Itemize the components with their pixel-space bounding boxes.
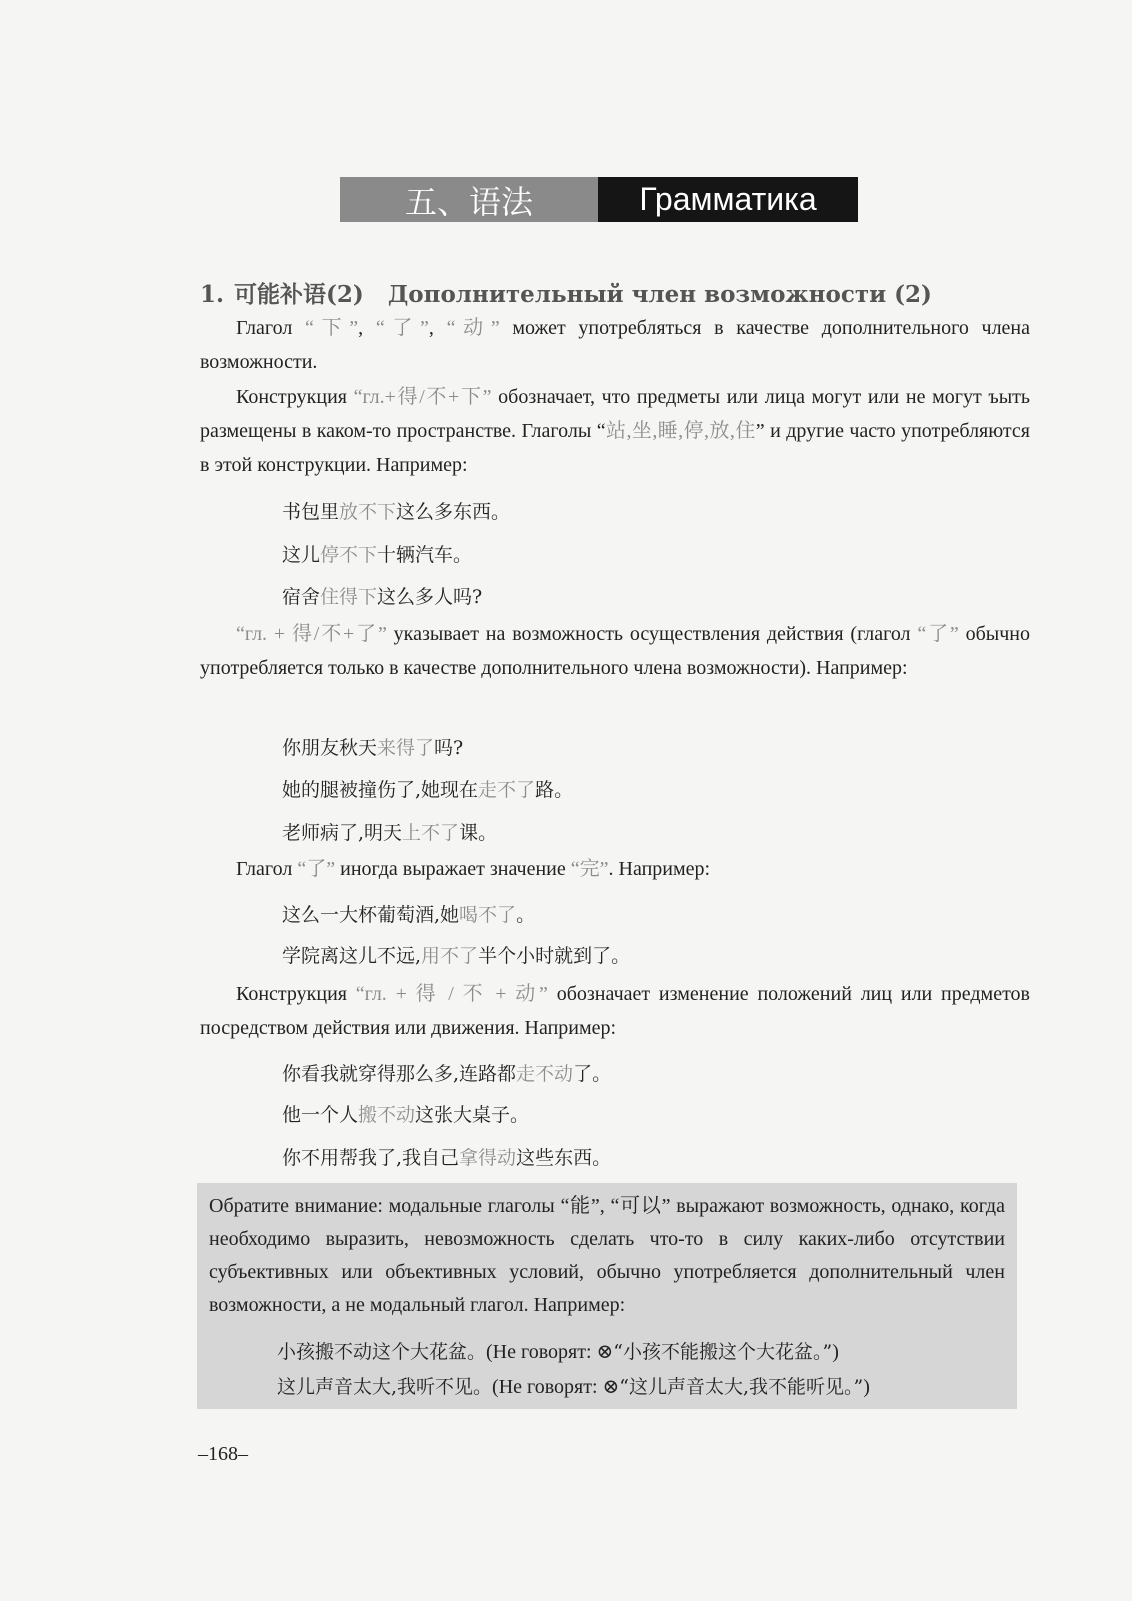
example-4-3: [282, 1143, 611, 1170]
ex-text: 课。: [459, 822, 498, 844]
ex-text: 老师病了,明天: [282, 822, 403, 844]
ex-text: 他一个人: [282, 1104, 359, 1126]
ex-highlight: 放不下: [339, 501, 397, 523]
note-example-end: ): [863, 1376, 870, 1398]
ex-text: 路。: [535, 779, 574, 801]
ex-text: 这么一大杯葡萄酒,她: [282, 904, 460, 926]
p2-text-b: обозначает, что предметы или лица могут или не могут ъыть размещены в каком-то пространстве. Глаголы “: [200, 386, 1030, 442]
ex-text: 吗?: [434, 737, 464, 759]
p3-keyword-2: “了”: [917, 623, 959, 645]
ex-highlight: 走不动: [516, 1063, 574, 1085]
note-example-end: ): [832, 1341, 839, 1363]
p5-keyword-1: “гл. + 得 / 不 + 动”: [355, 983, 548, 1005]
note-example-russian: (Не говорят: ⊗: [492, 1376, 620, 1398]
p1-text-a: Глагол: [236, 317, 306, 339]
note-example-chinese: 这儿声音太大,我听不见。: [277, 1376, 493, 1398]
ex-text: 半个小时就到了。: [478, 945, 631, 967]
note-example-1: [277, 1337, 839, 1364]
p1-keyword-3: “动”: [446, 317, 500, 339]
p3-keyword-1: “гл. + 得/不+了”: [236, 623, 387, 645]
section-title-chinese: 可能补语(2): [234, 281, 364, 308]
p2-keyword-1: “гл.+得/不+下”: [353, 386, 492, 408]
example-2-1: [282, 733, 463, 760]
example-2-2: [282, 775, 573, 802]
ex-text: 她的腿被撞伤了,她现在: [282, 779, 479, 801]
banner-russian: Грамматика: [598, 177, 858, 222]
note-example-wrong: “小孩不能搬这个大花盆。”: [613, 1341, 833, 1363]
example-3-1: [282, 900, 535, 927]
ex-text: 你朋友秋天: [282, 737, 378, 759]
section-banner: [340, 177, 858, 222]
note-example-russian: (Не говорят: ⊗: [486, 1341, 614, 1363]
p5-text-a: Конструкция: [236, 983, 356, 1005]
p2-text-c: ” и другие часто употребляются в этой конструкции. Например:: [200, 420, 1030, 476]
ex-text: 书包里: [282, 501, 340, 523]
ex-highlight: 来得了: [377, 737, 435, 759]
example-2-3: [282, 818, 497, 845]
note-example-2: [277, 1372, 870, 1399]
p4-text-b: иногда выражает значение: [335, 858, 571, 880]
example-1-2: [282, 540, 472, 567]
p1-sep-1: ,: [358, 317, 376, 339]
p2-keyword-2: 站,坐,睡,停,放,住: [605, 420, 756, 442]
p1-sep-2: ,: [428, 317, 447, 339]
ex-highlight: 拿得动: [459, 1147, 517, 1169]
ex-text: 学院离这儿不远,: [282, 945, 422, 967]
note-example-wrong: “这儿声音太大,我不能听见。”: [619, 1376, 864, 1398]
p4-keyword-2: “完”: [570, 858, 609, 880]
ex-text: 。: [516, 904, 536, 926]
ex-text: 你看我就穿得那么多,连路都: [282, 1063, 517, 1085]
p5-text-b: обозначает изменение положений лиц или предметов посредством действия или движения. Например:: [200, 983, 1030, 1039]
p1-keyword-1: “下”: [305, 317, 359, 339]
banner-chinese: 五、语法: [340, 177, 598, 222]
ex-text: 十辆汽车。: [377, 544, 473, 566]
paragraph-3: [200, 617, 1030, 685]
ex-highlight: 喝不了: [459, 904, 517, 926]
example-1-1: [282, 497, 510, 524]
note-box: [197, 1183, 1017, 1409]
ex-text: 这么多东西。: [396, 501, 511, 523]
ex-text: 了。: [573, 1063, 612, 1085]
ex-text: 这么多人吗?: [377, 586, 483, 608]
note-example-chinese: 小孩搬不动这个大花盆。: [277, 1341, 487, 1363]
example-4-2: [282, 1100, 529, 1127]
example-3-2: [282, 941, 630, 968]
ex-highlight: 停不下: [320, 544, 378, 566]
ex-highlight: 用不了: [421, 945, 479, 967]
ex-highlight: 住得下: [320, 586, 378, 608]
ex-text: 你不用帮我了,我自己: [282, 1147, 460, 1169]
section-number: 1.: [200, 281, 225, 308]
p4-text-a: Глагол: [236, 858, 298, 880]
section-title-russian: Дополнительный член возможности (2): [387, 281, 932, 308]
p1-keyword-2: “了”: [375, 317, 429, 339]
ex-text: 这儿: [282, 544, 321, 566]
ex-highlight: 搬不动: [358, 1104, 416, 1126]
example-1-3: [282, 582, 482, 609]
note-text: Обратите внимание: модальные глаголы “能”, “可以” выражают возможность, однако, когда необходимо выразить, невозможность сделать что-то в силу каких-либо отсутствии субъективных или объективных условий, обычно употребляется дополнительный член возможности, а не модальный глагол. Например:: [209, 1195, 1005, 1316]
p3-text-a: указывает на возможность осуществления действия (глагол: [386, 623, 918, 645]
paragraph-2: [200, 380, 1030, 482]
page-number: –168–: [198, 1443, 248, 1465]
section-title: [200, 276, 1000, 309]
ex-text: 宿舍: [282, 586, 321, 608]
p2-text-a: Конструкция: [236, 386, 354, 408]
p4-keyword-1: “了”: [297, 858, 336, 880]
ex-text: 这张大桌子。: [415, 1104, 530, 1126]
p4-text-c: . Например:: [608, 858, 711, 880]
ex-highlight: 上不了: [402, 822, 460, 844]
example-4-1: [282, 1059, 611, 1086]
ex-highlight: 走不了: [478, 779, 536, 801]
p3-text-b: обычно употребляется только в качестве дополнительного члена возможности). Например:: [200, 623, 1031, 679]
p1-text-b: может употребляться в качестве дополнительного члена возможности.: [200, 317, 1031, 373]
ex-text: 这些东西。: [516, 1147, 612, 1169]
paragraph-1: [200, 311, 1030, 379]
paragraph-5: [200, 977, 1030, 1045]
paragraph-4: [200, 852, 1030, 886]
